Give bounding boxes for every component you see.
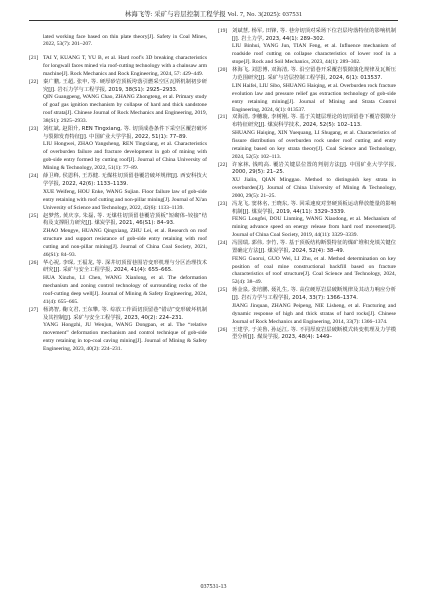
reference-number: [19] (218, 28, 228, 34)
reference-number (218, 256, 232, 288)
reference-number (218, 303, 232, 327)
reference-entry (29, 307, 207, 322)
reference-text: 刘斌慧, 杨军, 田锋, 等. 巷旁切顶对采场下位岩层垮落特征的影响机制[J]. 岩土力学, 2023, 44(1): 289–302. (232, 28, 396, 42)
header-rule (29, 20, 398, 21)
reference-number (29, 228, 43, 260)
reference-text: 冯国瑞, 郭伟, 李竹, 等. 基于顶板结构断裂特征的煤矿堆积充填关键位置确定方法[J]. 煤炭学报, 2024, 52(4): 38–49. (232, 240, 396, 254)
reference-text: LIU Binhui, YANG Jun, TIAN Feng, et al. Influence mechanism of roadside roof cutting on collapse characteristics of lower roof in a stope[J]. Rock and Soil Mechanics, 2023, 44(1): 289–302. (232, 43, 396, 66)
reference-entry (29, 228, 207, 260)
reference-text: FENG Guorui, GUO Wei, LI Zhu, et al. Method determination on key position of coal mine constructional backfill based on fracture characteristics of roof structure[J]. Coal Science and Technology, 2024, 52(4): 38–49. (232, 255, 396, 286)
reference-text: 蒋金泉, 张培鹏, 聂礼生, 等. 高位硬厚岩层破断规律及其动力响应分析[J]. 岩石力学与工程学报, 2014, 33(7): 1366–1374. (232, 287, 396, 302)
reference-number: [20] (218, 67, 228, 74)
reference-text: 秦广鹏, 王超, 张申, 等. 硬厚砂岩顶板垮落引燃采空区瓦斯机制初步研究[J]. 岩石力学与工程学报, 2019, 38(S1): 2925–2933. (43, 78, 207, 93)
reference-number: [25] (29, 212, 39, 219)
reference-entry (218, 162, 396, 177)
reference-entry (29, 173, 207, 188)
reference-text: 冯龙飞, 窦林名, 王晓东, 等. 回采速度对坚硬顶板运动释放能量的影响机制[J]. 煤炭学报, 2019, 44(11): 3329–3339. (232, 200, 396, 215)
reference-text: 薛卫峰, 侯恩科, 王苏健. 无煤柱切顶留巷覆岩破坏规律[J]. 西安科技大学学报, 2022, 42(6): 1133–1139. (43, 173, 207, 187)
reference-entry (218, 287, 396, 302)
reference-text: JIANG Jinquan, ZHANG Peipeng, NIE Lisheng, et al. Fracturing and dynamic response of high and thick stratas of hard rocks[J]. Chinese Journal of Rock Mechanics and Engineering, 2014, 33(7): 1366–1374. (232, 302, 396, 325)
reference-entry (218, 216, 396, 240)
reference-number (218, 83, 232, 115)
reference-entry (218, 256, 396, 288)
reference-text: QIN Guangpeng, WANG Chao, ZHANG Zhongteng, et al. Primary study of goaf gas ignition mechanism by collapse of hard and thick sandstone roof strata[J]. Chinese Journal of Rock Mechanics and Engineering, 2019, 38(S1): 2925–2933. (43, 94, 207, 125)
left-column (29, 28, 207, 354)
running-header: 林海飞等: 采矿与岩层控制工程学报 Vol. 7, No. 3(2025): 037531 (124, 11, 303, 18)
reference-entry (29, 94, 207, 126)
reference-entry (218, 327, 396, 342)
reference-text: LIN Haifei, LIU Sibo, SHUANG Haiqing, et al. Overburden rock fracture evolution law and pressure relief gas extraction technology of gob-side entry retaining mining[J]. Journal of Mining and Strata Control Engineering, 2024, 6(1): 013537. (232, 82, 396, 113)
reference-number: [24] (29, 173, 39, 180)
page-number: 037531-13 (200, 584, 227, 590)
reference-entry (218, 177, 396, 201)
reference-entry (218, 83, 396, 115)
reference-number (218, 177, 232, 201)
reference-entry (29, 79, 207, 94)
reference-entry (218, 43, 396, 67)
reference-entry (218, 201, 396, 216)
reference-number: [23] (29, 126, 39, 133)
reference-text: 许家林, 钱鸣高. 覆岩关键层位置的判别方法[J]. 中国矿业大学学报, 2000, 29(5): 21–25. (232, 161, 396, 176)
reference-text: XU Jialin, QIAN Minggao. Method to distinguish key strata in overburden[J]. Journal of China University of Mining & Technology, 2000, 29(5): 21–25. (232, 177, 396, 199)
reference-entry (29, 189, 207, 213)
reference-text: 双海清, 李穗璇, 李树刚, 等. 基于关键层理论的切顶留巷下覆岩裂隙分布特征研究[J]. 煤炭科学技术, 2024, 52(5): 102–113. (232, 114, 396, 129)
reference-text: LIU Hongwei, ZHAO Yangsheng, REN Tingxiang, et al. Characteristics of overburden failure and fracture development in gob of mining with gob-side entry formed by cutting roof[J]. Journal of China University of Mining & Technology, 2022, 51(1): 77–89. (43, 141, 207, 172)
reference-entry (29, 126, 207, 141)
reference-number: [26] (218, 326, 228, 333)
reference-text: ZHAO Mengye, HUANG Qingxiang, ZHU Lei, et al. Research on roof structure and support resistance of gob-side entry retaining with roof cutting and non-pillar mining[J]. Journal of China Coal Society, 2021, 46(S1): 84–93. (43, 227, 207, 258)
reference-text: 刘红斌, 赵阳升, REN Tingxiang, 等. 切顶成巷条件下采空区覆岩破坏与裂隙发育特征[J]. 中国矿业大学学报, 2022, 51(1): 77–89. (43, 126, 207, 140)
reference-number (29, 141, 43, 173)
reference-entry (29, 213, 207, 228)
reference-number (29, 189, 43, 213)
reference-number (218, 43, 232, 67)
reference-text: TAI Y, KUANG T, YU B, et al. Hard roof's 3D breaking characteristics for longwall faces mined via roof-cutting technology with a chainsaw arm machine[J]. Rock Mechanics and Rock Engineering, 2024, 57: 429–449. (43, 54, 207, 77)
reference-entry (218, 114, 396, 129)
reference-entry (29, 141, 207, 173)
reference-number (218, 130, 232, 162)
reference-number: [23] (218, 200, 228, 207)
reference-number (29, 322, 43, 354)
reference-entry (29, 275, 207, 307)
reference-number: [24] (218, 240, 228, 247)
reference-entry (218, 67, 396, 82)
reference-text: 赵梦然, 黄庆享, 朱磊, 等. 无煤柱切顶留巷覆岩顶板“短砌体–铰接”结构及支撑阻力研究[J]. 煤炭学报, 2021, 46(S1): 84–93. (43, 212, 207, 227)
reference-entry (29, 260, 207, 275)
reference-text: 王建学, 于美鲁, 孙运江, 等. 不同厚度岩层破断模式转变机理及力学模型分析[J]. 煤炭学报, 2023, 48(4): 1449– (232, 326, 396, 341)
reference-entry (218, 130, 396, 162)
reference-number: [21] (29, 54, 39, 61)
reference-number: [26] (29, 259, 39, 266)
reference-number (29, 94, 43, 126)
reference-text: FENG Longfei, DOU Linming, WANG Xiaodong, et al. Mechanism of mining advance speed on energy release from hard roof movement[J]. Journal of China Coal Society, 2019, 44(11): 3329–3339. (232, 216, 396, 239)
reference-continuation: lated working face based on thin plate theory[J]. Safety in Coal Mines, 2022, 53(7): 201–207. (43, 33, 207, 48)
reference-text: SHUANG Haiqing, XIN Yuequang, LI Shugang, et al. Characteristics of fissure distribution of overburden rock under roof cutting and entry retaining based on key strata theory[J]. Coal Science and Technology, 2024, 52(5): 102–113. (232, 129, 396, 160)
reference-number: [27] (29, 306, 39, 313)
reference-entry (218, 28, 396, 43)
reference-entry (218, 303, 396, 327)
reference-text: 华心祝, 李琛, 王福龙, 等. 深井切顶留巷围岩变形机理与分区治理技术研究[J]. 采矿与安全工程学报, 2024, 41(4): 655–665. (43, 259, 207, 274)
reference-entry (218, 240, 396, 255)
reference-entry (29, 55, 207, 79)
right-column (218, 28, 396, 342)
reference-number: [25] (218, 287, 228, 294)
reference-number: [22] (218, 161, 228, 168)
reference-text: XUE Weifeng, HOU Enke, WANG Sujian. Floor failure law of gob-side entry retaining with roof cutting and non-pillar mining[J]. Journal of Xi'an University of Science and Technology, 2022, 42(6): 1133–1139. (43, 188, 207, 211)
reference-text: YANG Hongzhi, JU Wenjun, WANG Dongpan, et al. The “relative movement” deformation mechanism and control technique of gob-side entry retaining in top-coal caving mining[J]. Journal of Mining & Safety Engineering, 2023, 40(2): 224–231. (43, 322, 207, 353)
reference-entry (29, 322, 207, 354)
reference-number (29, 275, 43, 307)
reference-number: [22] (29, 78, 39, 85)
reference-text: HUA Xinzhu, LI Chen, WANG Xianlong, et al. The deformation mechanism and zoning control technology of surrounding rocks of the roof-cutting deep well[J]. Journal of Mining & Safety Engineering, 2024, 41(4): 655–665. (43, 275, 207, 305)
reference-number: [21] (218, 114, 228, 121)
reference-number (218, 216, 232, 240)
reference-text: 林海飞, 刘思博, 双海清, 等. 沿空留巷开采覆岩裂隙演化规律及瓦斯压力范围研究[J]. 采矿与岩层控制工程学报, 2024, 6(1): 013537. (232, 67, 396, 81)
reference-text: 杨鸿智, 鞠文君, 王东攀, 等. 综放工作面切顶留巷“错动”变形破坏机制及其控制[J]. 采矿与安全工程学报, 2023, 40(2): 224–231. (43, 306, 207, 321)
